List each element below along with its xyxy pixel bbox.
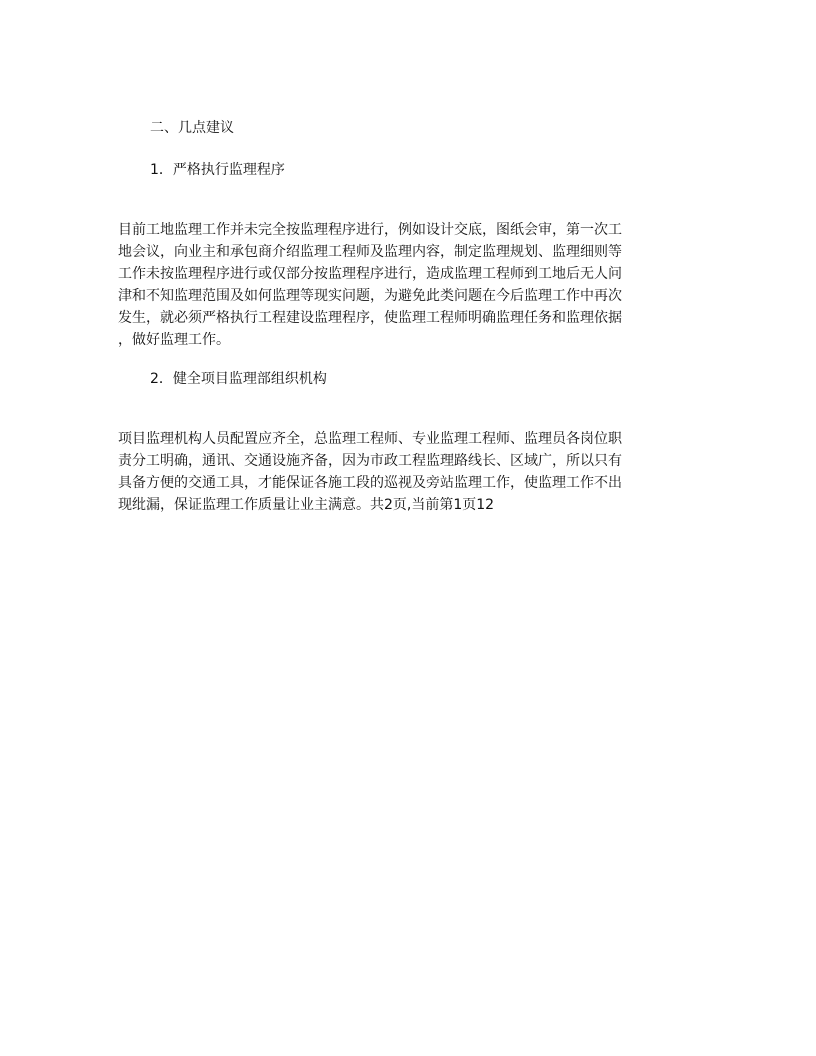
paragraph-line: 工作未按监理程序进行或仅部分按监理程序进行，造成监理工程师到工地后无人问 [118, 266, 622, 282]
paragraph-line: 目前工地监理工作并未完全按监理程序进行，例如设计交底，图纸会审，第一次工 [118, 222, 622, 238]
item1-heading: 1．严格执行监理程序 [150, 162, 285, 178]
paragraph-line: 具备方便的交通工具，才能保证各施工段的巡视及旁站监理工作，使监理工作不出 [118, 475, 622, 491]
paragraph-line: 发生，就必须严格执行工程建设监理程序，使监理工程师明确监理任务和监理依据 [118, 310, 622, 326]
section-heading: 二、几点建议 [150, 120, 234, 136]
item1-paragraph [118, 219, 678, 351]
paragraph-line: 责分工明确，通讯、交通设施齐备，因为市政工程监理路线长、区域广，所以只有 [118, 453, 622, 469]
paragraph-line: 津和不知监理范围及如何监理等现实问题，为避免此类问题在今后监理工作中再次 [118, 288, 622, 304]
item2-paragraph [118, 428, 678, 516]
paragraph-line: 项目监理机构人员配置应齐全，总监理工程师、专业监理工程师、监理员各岗位职 [118, 431, 622, 447]
paragraph-line: 现纰漏，保证监理工作质量让业主满意。共2页,当前第1页12 [118, 497, 495, 513]
paragraph-line: 地会议，向业主和承包商介绍监理工程师及监理内容，制定监理规划、监理细则等 [118, 244, 622, 260]
item2-heading: 2．健全项目监理部组织机构 [150, 371, 327, 387]
paragraph-line: ，做好监理工作。 [118, 332, 230, 348]
